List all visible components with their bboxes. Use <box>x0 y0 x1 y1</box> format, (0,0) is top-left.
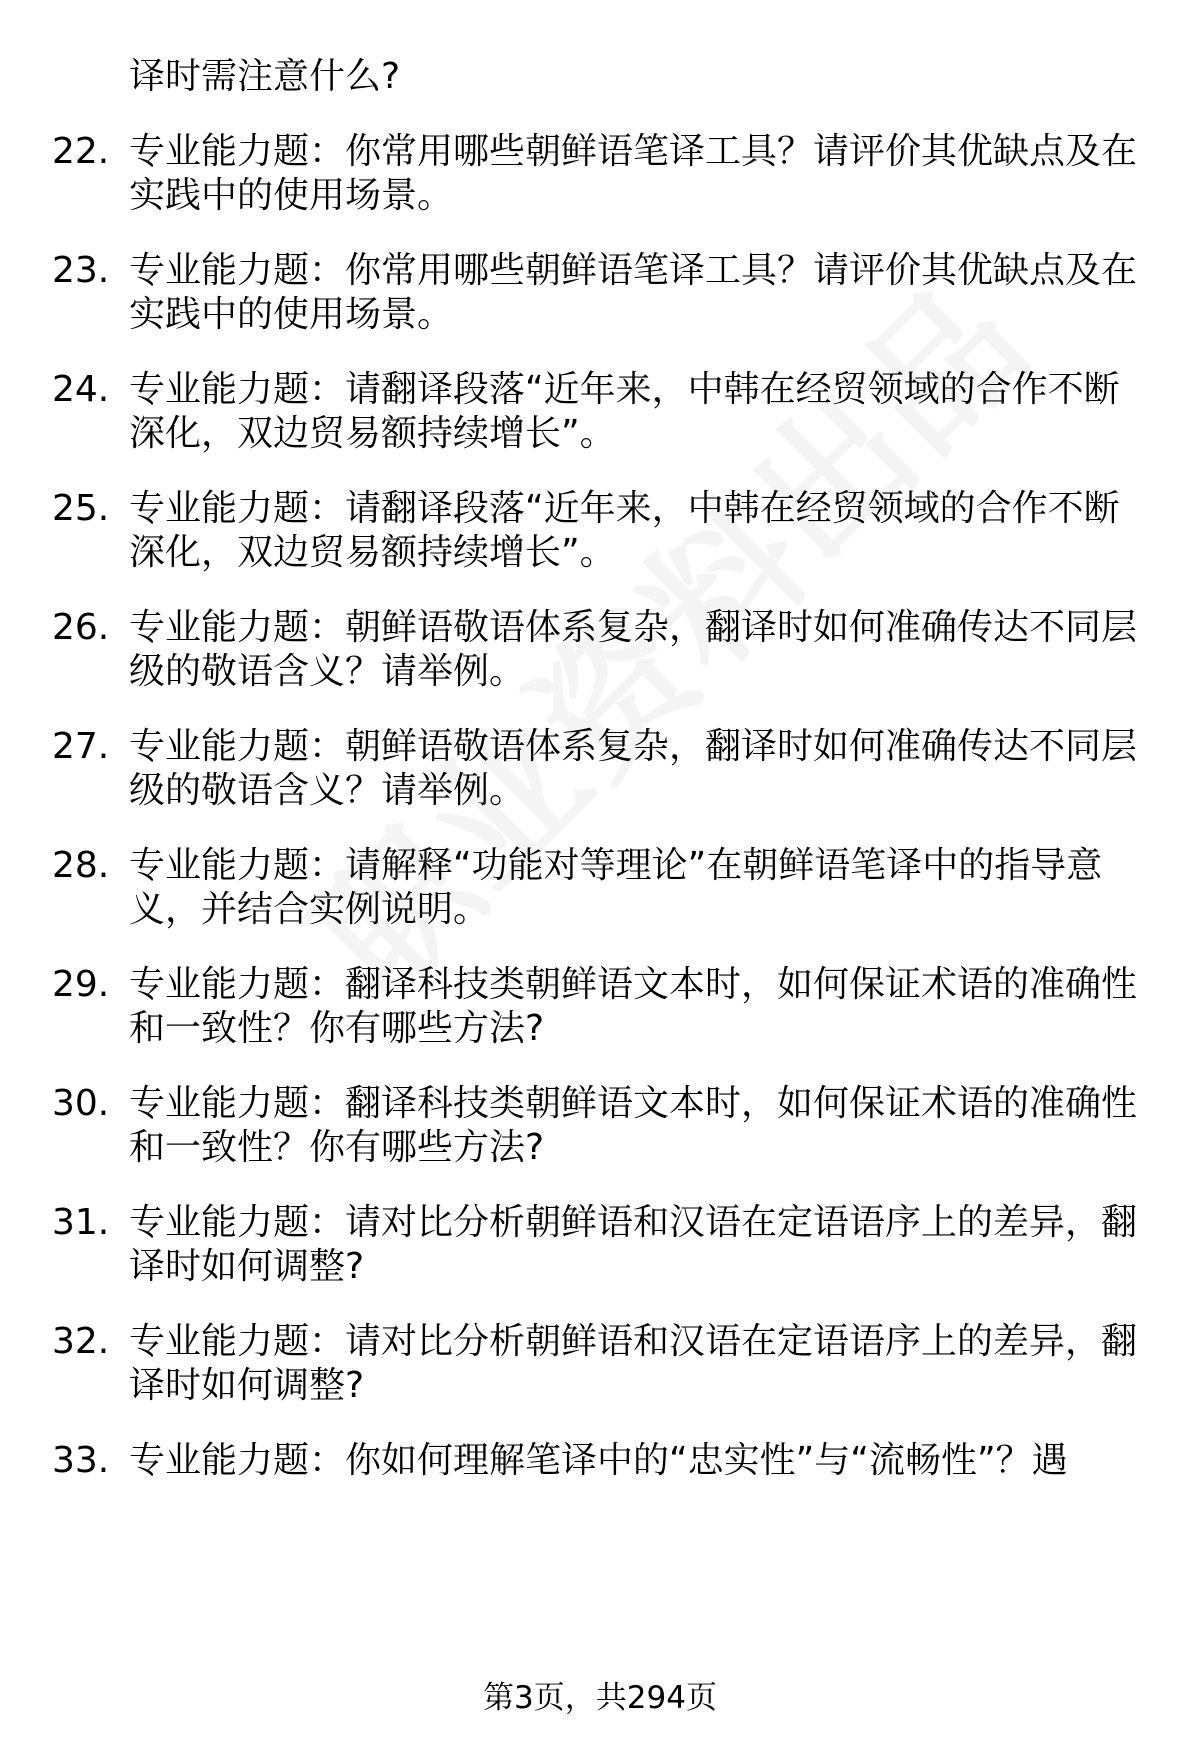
question-text: 专业能力题：请解释“功能对等理论”在朝鲜语笔译中的指导意 <box>129 845 1103 886</box>
question-number: 25. <box>52 488 110 529</box>
question-number: 28. <box>52 845 110 886</box>
page-number-footer: 第3页，共294页 <box>483 1680 717 1716</box>
question-text: 专业能力题：请翻译段落“近年来，中韩在经贸领域的合作不断 <box>129 488 1120 529</box>
question-text: 专业能力题：翻译科技类朝鲜语文本时，如何保证术语的准确性 <box>129 1083 1138 1124</box>
question-text-cont: 译时如何调整? <box>129 1365 365 1406</box>
question-number: 29. <box>52 964 110 1005</box>
question-number: 23. <box>52 250 110 291</box>
question-text-cont: 和一致性？你有哪些方法? <box>129 1127 545 1168</box>
question-text: 专业能力题：朝鲜语敬语体系复杂，翻译时如何准确传达不同层 <box>129 607 1138 648</box>
question-text-cont: 和一致性？你有哪些方法? <box>129 1008 545 1049</box>
question-text: 专业能力题：你如何理解笔译中的“忠实性”与“流畅性”？遇 <box>129 1440 1068 1481</box>
question-text-cont: 译时如何调整? <box>129 1246 365 1287</box>
question-text: 专业能力题：你常用哪些朝鲜语笔译工具？请评价其优缺点及在 <box>129 250 1138 291</box>
question-text-cont: 深化，双边贸易额持续增长”。 <box>129 413 616 454</box>
question-text-cont: 级的敬语含义？请举例。 <box>129 770 526 811</box>
question-text-cont: 级的敬语含义？请举例。 <box>129 651 526 692</box>
question-text-cont: 实践中的使用场景。 <box>129 294 454 335</box>
question-number: 31. <box>52 1202 110 1243</box>
question-text: 专业能力题：你常用哪些朝鲜语笔译工具？请评价其优缺点及在 <box>129 131 1138 172</box>
question-text-cont: 实践中的使用场景。 <box>129 175 454 216</box>
question-text: 专业能力题：请翻译段落“近年来，中韩在经贸领域的合作不断 <box>129 369 1120 410</box>
question-number: 27. <box>52 726 110 767</box>
question-text: 专业能力题：翻译科技类朝鲜语文本时，如何保证术语的准确性 <box>129 964 1138 1005</box>
question-number: 33. <box>52 1440 110 1481</box>
continuation-line: 译时需注意什么? <box>129 56 401 97</box>
question-number: 30. <box>52 1083 110 1124</box>
question-text: 专业能力题：请对比分析朝鲜语和汉语在定语语序上的差异，翻 <box>129 1321 1138 1362</box>
question-text: 专业能力题：朝鲜语敬语体系复杂，翻译时如何准确传达不同层 <box>129 726 1138 767</box>
question-number: 26. <box>52 607 110 648</box>
question-number: 32. <box>52 1321 110 1362</box>
question-number: 24. <box>52 369 110 410</box>
question-text-cont: 深化，双边贸易额持续增长”。 <box>129 532 616 573</box>
question-text-cont: 义，并结合实例说明。 <box>129 889 490 930</box>
question-text: 专业能力题：请对比分析朝鲜语和汉语在定语语序上的差异，翻 <box>129 1202 1138 1243</box>
question-number: 22. <box>52 131 110 172</box>
